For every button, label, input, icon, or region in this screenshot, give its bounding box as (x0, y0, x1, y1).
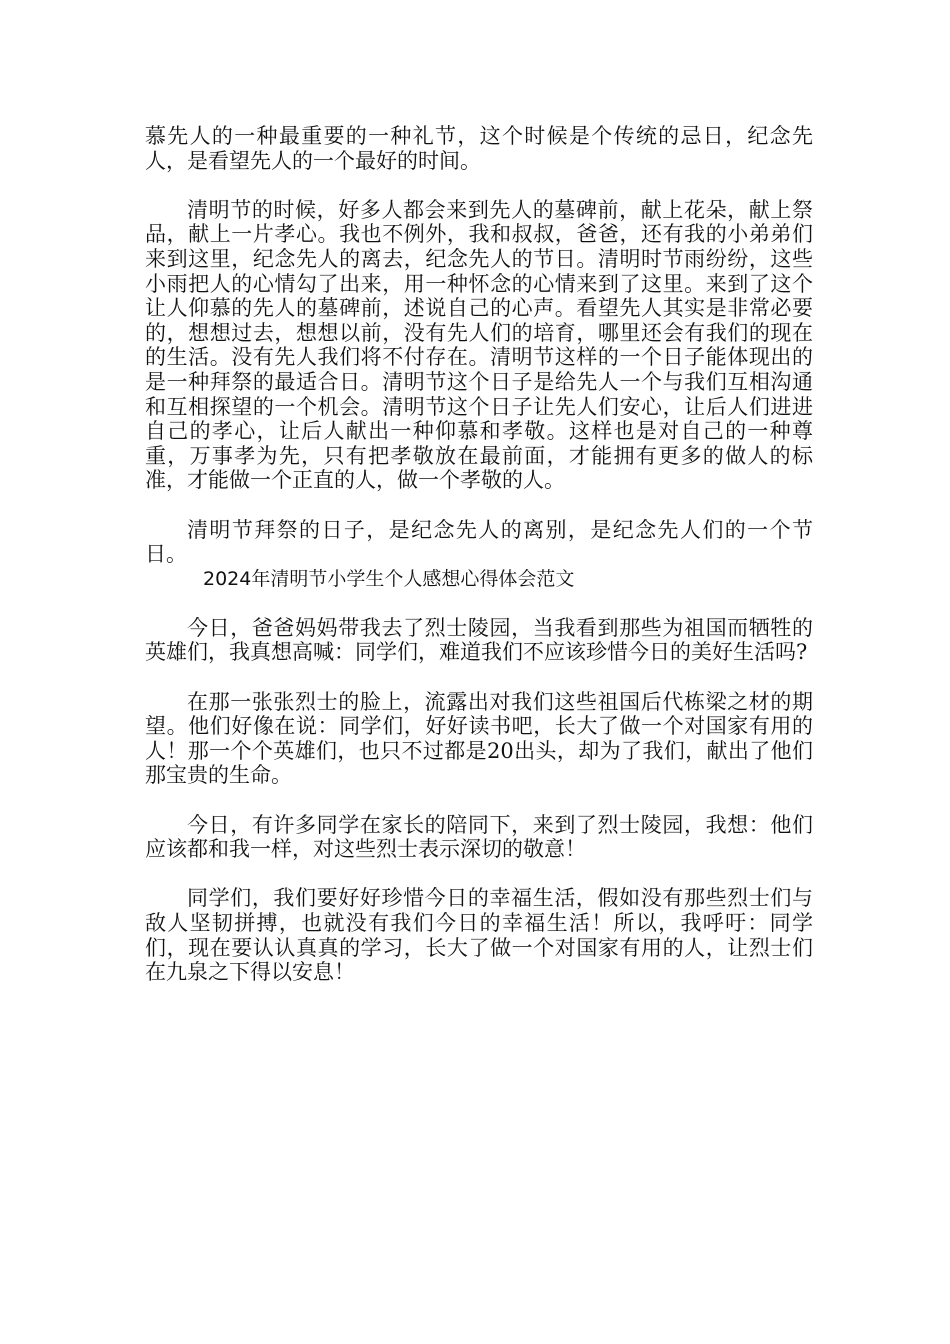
paragraph-classmates-visit: 今日，有许多同学在家长的陪同下，来到了烈士陵园，我想：他们应该都和我一样，对这些烈士表示深切的敬意！ (145, 812, 813, 862)
document-page (145, 124, 813, 985)
paragraph-martyrs-faces: 在那一张张烈士的脸上，流露出对我们这些祖国后代栋梁之材的期望。他们好像在说：同学们，好好读书吧，长大了做一个对国家有用的人！那一个个英雄们，也只不过都是20出头，却为了我们，献出了他们那宝贵的生命。 (145, 689, 813, 788)
paragraph-qingming-closing: 清明节拜祭的日子，是纪念先人的离别，是纪念先人们的一个节日。 (145, 517, 813, 567)
paragraph-appeal: 同学们，我们要好好珍惜今日的幸福生活，假如没有那些烈士们与敌人坚韧拼搏，也就没有我们今日的幸福生活！所以，我呼吁：同学们，现在要认认真真的学习，长大了做一个对国家有用的人，让烈士们在九泉之下得以安息！ (145, 886, 813, 985)
paragraph-continuation: 慕先人的一种最重要的一种礼节，这个时候是个传统的忌日，纪念先人，是看望先人的一个最好的时间。 (145, 124, 813, 173)
paragraph-qingming-visit: 清明节的时候，好多人都会来到先人的墓碑前，献上花朵，献上祭品，献上一片孝心。我也不例外，我和叔叔，爸爸，还有我的小弟弟们来到这里，纪念先人的离去，纪念先人的节日。清明时节雨纷纷，这些小雨把人的心情勾了出来，用一种怀念的心情来到了这里。来到了这个让人仰慕的先人的墓碑前，述说自己的心声。看望先人其实是非常必要的，想想过去，想想以前，没有先人们的培育，哪里还会有我们的现在的生活。没有先人我们将不付存在。清明节这样的一个日子能体现出的是一种拜祭的最适合日。清明节这个日子是给先人一个与我们互相沟通和互相探望的一个机会。清明节这个日子让先人们安心，让后人们进进自己的孝心，让后人献出一种仰慕和孝敬。这样也是对自己的一种尊重，万事孝为先，只有把孝敬放在最前面，才能拥有更多的做人的标准，才能做一个正直的人，做一个孝敬的人。 (145, 197, 813, 493)
paragraph-martyrs-cemetery: 今日，爸爸妈妈带我去了烈士陵园，当我看到那些为祖国而牺牲的英雄们，我真想高喊：同学们，难道我们不应该珍惜今日的美好生活吗? (145, 615, 813, 665)
section-heading: 2024年清明节小学生个人感想心得体会范文 (203, 567, 575, 590)
